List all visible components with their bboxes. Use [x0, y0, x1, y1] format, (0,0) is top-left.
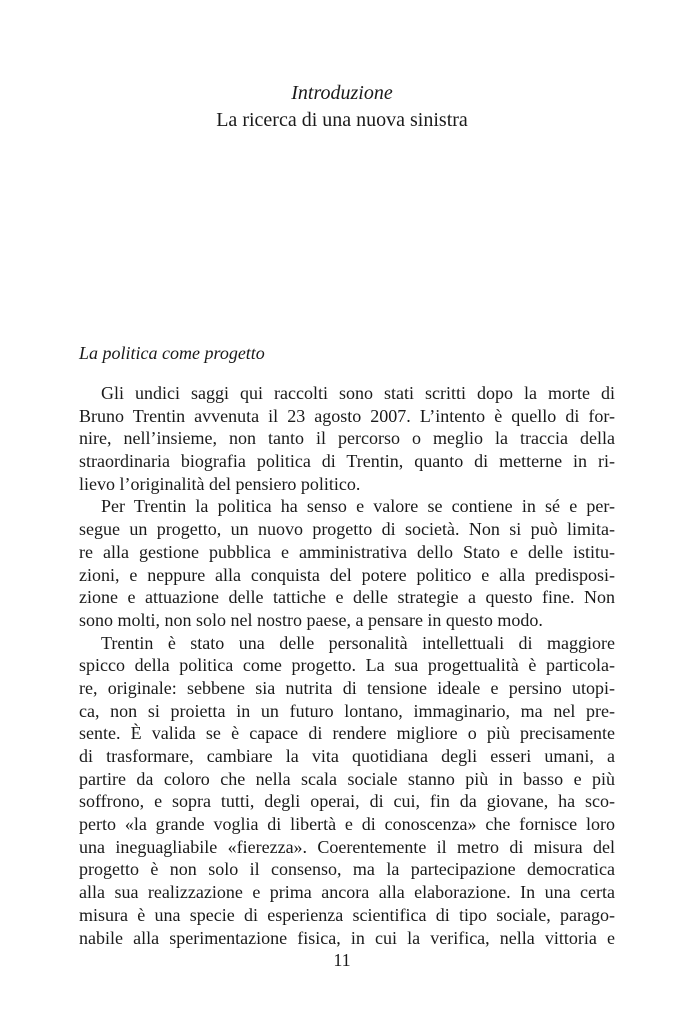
text-line: straordinaria biografia politica di Trentin, quanto di metterne in ri- — [79, 451, 615, 472]
text-line: perto «la grande voglia di libertà e di conoscenza» che fornisce loro — [79, 814, 615, 835]
text-line: re, originale: sebbene sia nutrita di tensione ideale e persino utopi- — [79, 677, 615, 698]
chapter-title: La ricerca di una nuova sinistra — [216, 109, 468, 131]
text-line: partire da coloro che nella scala sociale stanno più in basso e più — [79, 768, 615, 789]
text-line: re alla gestione pubblica e amministrativa dello Stato e delle istitu- — [79, 541, 615, 562]
section-heading: La politica come progetto — [79, 343, 265, 363]
chapter-label: Introduzione — [291, 82, 393, 104]
text-line: soffrono, e sopra tutti, degli operai, di cui, fin da giovane, ha sco- — [79, 791, 615, 812]
paragraph — [79, 382, 615, 495]
page-number: 11 — [333, 950, 351, 970]
text-line: Per Trentin la politica ha senso e valore se contiene in sé e per- — [101, 496, 615, 517]
text-line: una ineguagliabile «fierezza». Coerentemente il metro di misura del — [79, 836, 615, 857]
text-line: sente. È valida se è capace di rendere migliore o più precisamente — [79, 723, 615, 744]
text-line: segue un progetto, un nuovo progetto di società. Non si può limita- — [79, 519, 615, 540]
text-line: ca, non si proietta in un futuro lontano, immaginario, ma nel pre- — [79, 700, 615, 721]
text-line: misura è una specie di esperienza scientifica di tipo sociale, parago- — [79, 904, 615, 925]
body-text — [79, 382, 615, 949]
text-line: spicco della politica come progetto. La sua progettualità è particola- — [79, 655, 615, 676]
text-line: lievo l’originalità del pensiero politico. — [79, 473, 361, 494]
text-line: Trentin è stato una delle personalità intellettuali di maggiore — [101, 632, 615, 653]
text-line: nire, nell’insieme, non tanto il percorso o meglio la traccia della — [79, 428, 615, 449]
paragraph — [79, 495, 615, 631]
text-line: zioni, e neppure alla conquista del potere politico e alla predisposi- — [79, 564, 615, 585]
text-line: nabile alla sperimentazione fisica, in cui la verifica, nella vittoria e — [79, 927, 615, 948]
text-line: progetto è non solo il consenso, ma la partecipazione democratica — [79, 859, 615, 880]
text-line: sono molti, non solo nel nostro paese, a pensare in questo modo. — [79, 609, 543, 630]
text-line: zione e attuazione delle tattiche e delle strategie a questo fine. Non — [79, 587, 615, 608]
text-line: Gli undici saggi qui raccolti sono stati scritti dopo la morte di — [101, 383, 615, 403]
text-line: Bruno Trentin avvenuta il 23 agosto 2007. L’intento è quello di for- — [79, 405, 615, 426]
text-line: di trasformare, cambiare la vita quotidiana degli esseri umani, a — [79, 746, 615, 766]
text-line: alla sua realizzazione e prima ancora alla elaborazione. In una certa — [79, 882, 615, 903]
paragraph — [79, 632, 615, 950]
